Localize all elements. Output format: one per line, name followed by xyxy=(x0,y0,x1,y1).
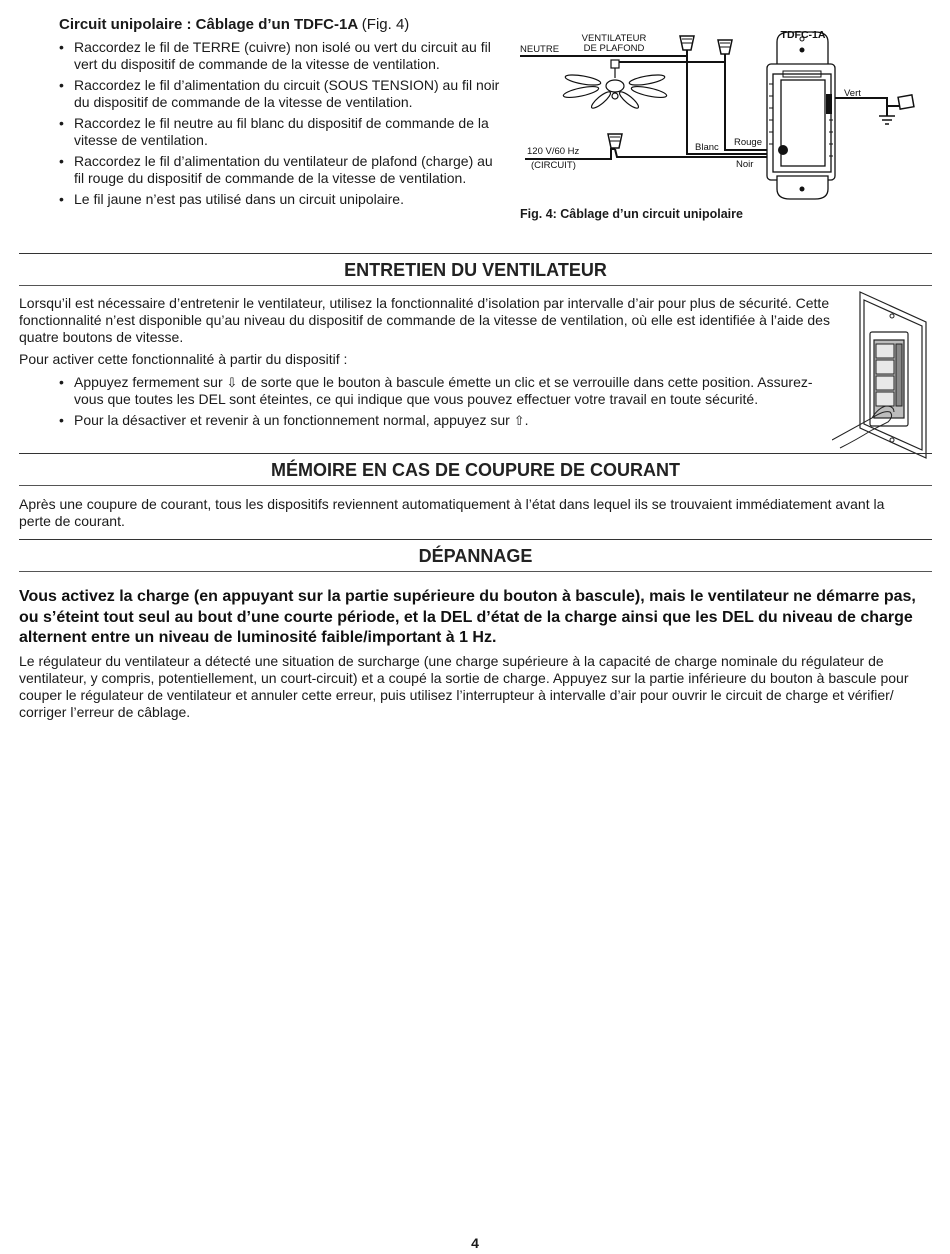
divider xyxy=(19,253,932,254)
label-vert: Vert xyxy=(844,88,861,99)
label-ventilateur-2: DE PLAFOND xyxy=(583,43,645,54)
divider xyxy=(19,285,932,286)
arrow-down-icon: ⇩ xyxy=(226,375,238,390)
list-item xyxy=(59,412,819,429)
switch-illustration xyxy=(832,290,930,460)
troubleshooting-answer: Le régulateur du ventilateur a détecté une situation de surcharge (une charge supérieure à la capacité de charge nominale du régulateur de ventilateur, y compris, potentiellement, un court-circuit) et a coupé la sortie de charge. Appuyez sur la partie inférieure du bouton à bascule pour couper le régulateur de ventilateur et annuler cette erreur, puis utilisez l’interrupteur à intervalle d’air pour ouvrir le circuit de charge et vérifier/ corriger l’erreur de câblage. xyxy=(19,653,909,720)
list-item: • Raccordez le fil d’alimentation du circuit (SOUS TENSION) au fil noir du dispositif de commande de la vitesse de ventilation. xyxy=(59,77,505,111)
memory-text: Après une coupure de courant, tous les dispositifs reviennent automatiquement à l’état dans lequel ils se trouvaient immédiatement avant la perte de courant. xyxy=(19,496,885,529)
label-source-2: (CIRCUIT) xyxy=(531,160,576,171)
figure-caption: Fig. 4: Câblage d’un circuit unipolaire xyxy=(520,207,743,221)
step-text-start: Pour la désactiver et revenir à un fonctionnement normal, appuyez sur xyxy=(74,412,514,428)
list-item: • Raccordez le fil de TERRE (cuivre) non isolé ou vert du circuit au fil vert du dispositif de commande de la vitesse de ventilation. xyxy=(59,39,505,73)
divider xyxy=(19,485,932,486)
wiring-diagram xyxy=(515,24,935,204)
label-device: TDFC-1A xyxy=(780,29,826,41)
page-number: 4 xyxy=(471,1235,479,1251)
label-ventilateur-1: VENTILATEUR xyxy=(581,33,647,44)
section-title-single-pole xyxy=(59,16,409,33)
maintenance-heading: ENTRETIEN DU VENTILATEUR xyxy=(344,260,607,280)
maintenance-steps xyxy=(59,374,819,433)
label-neutre: NEUTRE xyxy=(520,44,560,55)
troubleshooting-question: Vous activez la charge (en appuyant sur la partie supérieure du bouton à bascule), mais le ventilateur ne démarre pas, ou s’éteint tout seul au bout d’une courte période, et la DEL d’état de la charge ainsi que les DEL du niveau de charge alternent entre un niveau de luminosité faible/important à 1 Hz. xyxy=(19,588,916,646)
maintenance-intro: Lorsqu’il est nécessaire d’entretenir le ventilateur, utilisez la fonctionnalité d’isolation par intervalle d’air pour plus de sécurité. Cette fonctionnalité n’est disponible qu’au niveau du dispositif de commande de la vitesse de ventilation, où elle est identifiée à l’aide des quatre boutons de vitesse. xyxy=(19,295,830,345)
list-item: • Raccordez le fil neutre au fil blanc du dispositif de commande de la vitesse de ventilation. xyxy=(59,115,505,149)
divider xyxy=(19,453,932,454)
single-pole-instructions xyxy=(59,39,505,212)
list-item: • Raccordez le fil d’alimentation du ventilateur de plafond (charge) au fil rouge du dispositif de commande de la vitesse de ventilation. xyxy=(59,153,505,187)
divider xyxy=(19,571,932,572)
list-item xyxy=(59,374,819,408)
divider xyxy=(19,539,932,540)
label-noir: Noir xyxy=(736,159,754,170)
arrow-up-icon: ⇧ xyxy=(513,413,525,428)
troubleshooting-heading: DÉPANNAGE xyxy=(418,546,533,566)
figure-reference: (Fig. 4) xyxy=(361,16,410,33)
memory-heading: MÉMOIRE EN CAS DE COUPURE DE COURANT xyxy=(270,460,681,480)
label-source-1: 120 V/60 Hz xyxy=(527,146,580,157)
label-blanc: Blanc xyxy=(695,142,719,153)
step-text-start: Appuyez fermement sur xyxy=(74,374,227,390)
step-text-end: de sorte que le bouton à bascule émette un clic et se verrouille dans cette position. Assurez-vous que toutes les DEL sont éteintes, ce qui indique que vous pouvez effectuer votre travail en toute sécurité. xyxy=(74,374,813,407)
step-text-end: . xyxy=(524,412,529,428)
maintenance-activate-label: Pour activer cette fonctionnalité à partir du dispositif : xyxy=(19,351,348,367)
label-rouge: Rouge xyxy=(734,137,762,148)
single-pole-title: Circuit unipolaire : Câblage d’un TDFC-1A xyxy=(59,16,358,33)
list-item: • Le fil jaune n’est pas utilisé dans un circuit unipolaire. xyxy=(59,191,505,208)
